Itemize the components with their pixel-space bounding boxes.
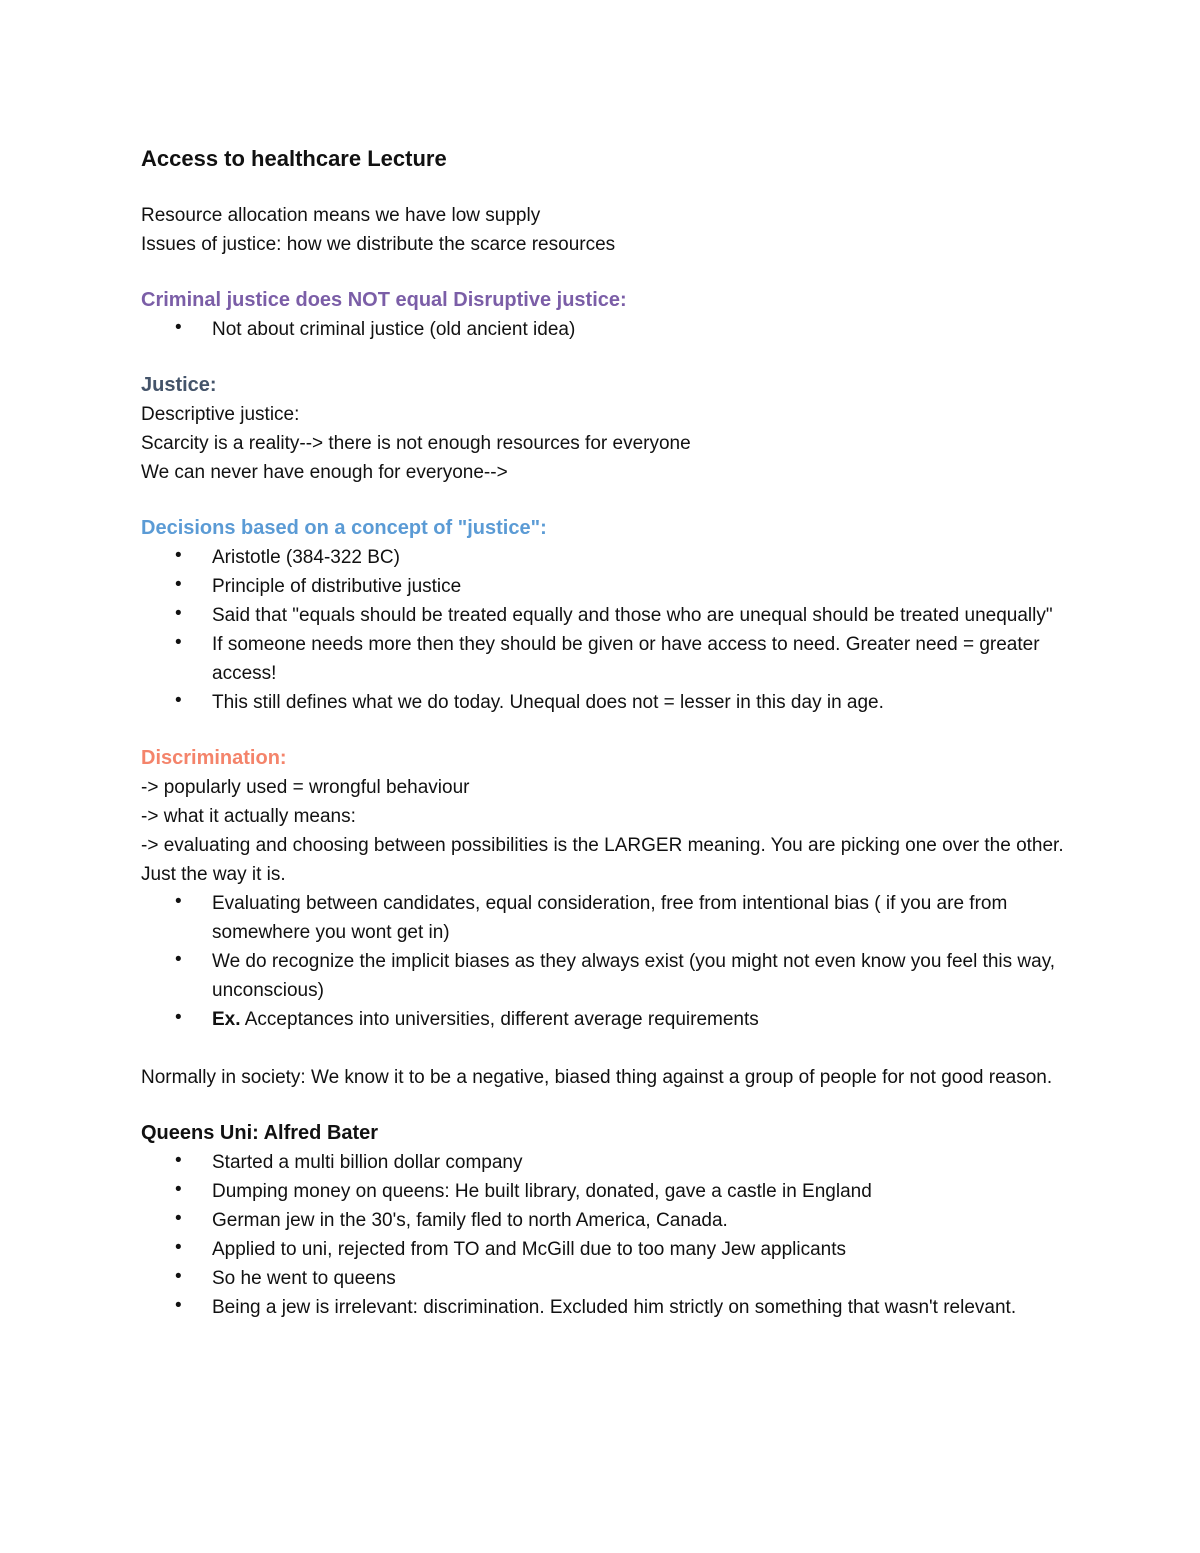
bullet-icon: • <box>175 317 182 338</box>
bullet-list <box>141 889 1071 1034</box>
bullet-icon: • <box>175 574 182 595</box>
text-line: We can never have enough for everyone--> <box>141 462 508 483</box>
bullet-icon: • <box>175 1007 182 1028</box>
bullet-icon: • <box>175 1237 182 1258</box>
list-item: • Ex. Acceptances into universities, different average requirements <box>175 1007 759 1030</box>
list-item: • German jew in the 30's, family fled to north America, Canada. <box>175 1208 728 1231</box>
section-heading-criminal-justice: Criminal justice does NOT equal Disruptive justice: <box>141 289 627 311</box>
list-item: • Applied to uni, rejected from TO and McGill due to too many Jew applicants <box>175 1237 847 1260</box>
text-line: Scarcity is a reality--> there is not enough resources for everyone <box>141 433 691 454</box>
bullet-icon: • <box>175 891 182 912</box>
intro-line: Issues of justice: how we distribute the scarce resources <box>141 234 616 255</box>
bullet-list <box>141 543 1071 717</box>
bullet-list <box>141 1148 1071 1322</box>
text-line: -> evaluating and choosing between possibilities is the LARGER meaning. You are picking one over the other. Just the way it is. <box>141 835 1064 885</box>
list-item: • Being a jew is irrelevant: discrimination. Excluded him strictly on something that wasn't relevant. <box>175 1295 1017 1318</box>
bullet-icon: • <box>175 1295 182 1316</box>
bullet-list <box>141 315 1071 344</box>
bullet-icon: • <box>175 949 182 970</box>
intro-line: Resource allocation means we have low supply <box>141 205 541 226</box>
bullet-icon: • <box>175 1208 182 1229</box>
list-item: • Principle of distributive justice <box>175 574 462 597</box>
bullet-icon: • <box>175 1179 182 1200</box>
bullet-icon: • <box>175 690 182 711</box>
list-item: • Not about criminal justice (old ancient idea) <box>175 317 576 340</box>
bullet-icon: • <box>175 632 182 653</box>
section-heading-decisions: Decisions based on a concept of "justice": <box>141 517 547 539</box>
bullet-icon: • <box>175 1266 182 1287</box>
text-line: -> popularly used = wrongful behaviour <box>141 777 470 798</box>
list-item: • Dumping money on queens: He built library, donated, gave a castle in England <box>175 1179 872 1202</box>
list-item: • This still defines what we do today. Unequal does not = lesser in this day in age. <box>175 690 884 713</box>
list-item: • So he went to queens <box>175 1266 396 1289</box>
list-item: • We do recognize the implicit biases as they always exist (you might not even know you feel this way, unconscious) <box>175 949 1056 1001</box>
list-item: • If someone needs more then they should be given or have access to need. Greater need = greater access! <box>175 632 1040 684</box>
text-line: Normally in society: We know it to be a negative, biased thing against a group of people for not good reason. <box>141 1067 1053 1088</box>
document-page <box>141 143 1071 1322</box>
bullet-icon: • <box>175 1150 182 1171</box>
list-item: • Started a multi billion dollar company <box>175 1150 523 1173</box>
section-heading-queens: Queens Uni: Alfred Bater <box>141 1122 379 1144</box>
section-heading-discrimination: Discrimination: <box>141 747 287 769</box>
bullet-icon: • <box>175 545 182 566</box>
list-item: • Aristotle (384-322 BC) <box>175 545 400 568</box>
list-item: • Evaluating between candidates, equal consideration, free from intentional bias ( if you are from somewhere you wont get in) <box>175 891 1008 943</box>
section-heading-justice: Justice: <box>141 374 217 396</box>
text-line: Descriptive justice: <box>141 404 300 425</box>
bullet-icon: • <box>175 603 182 624</box>
example-label: Ex. <box>212 1009 241 1030</box>
document-title: Access to healthcare Lecture <box>141 146 447 171</box>
text-line: -> what it actually means: <box>141 806 356 827</box>
list-item: • Said that "equals should be treated equally and those who are unequal should be treated unequally" <box>175 603 1053 626</box>
